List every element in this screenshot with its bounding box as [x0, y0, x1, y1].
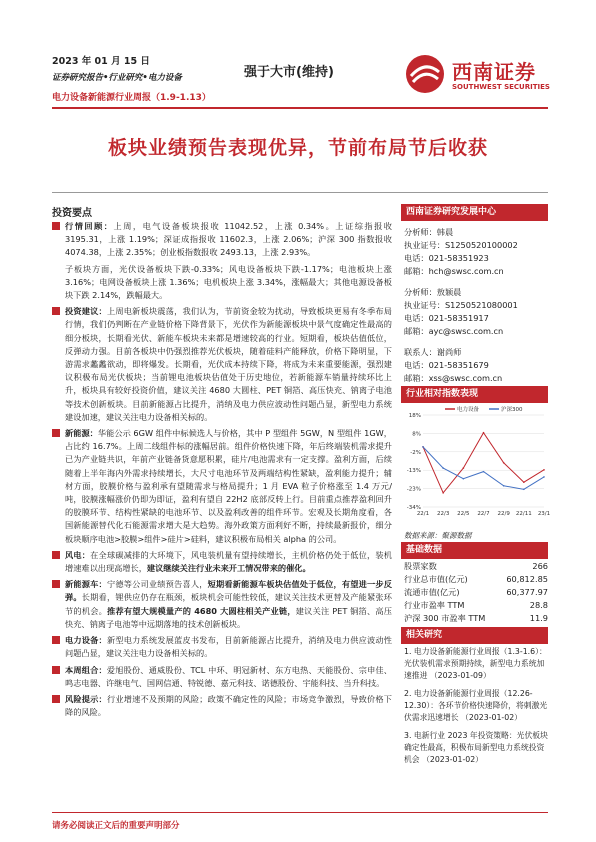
- legend-label: 沪深300: [501, 407, 523, 413]
- performance-heading: 行业相对指数表现: [401, 386, 548, 403]
- x-tick-label: 22/7: [477, 511, 490, 517]
- basic-label: 流通市值(亿元): [404, 587, 460, 597]
- research-center-heading: 西南证券研究发展中心: [401, 204, 548, 221]
- basic-value: 60,812.85: [506, 574, 548, 584]
- data-point: [523, 489, 525, 491]
- basic-row: [404, 612, 548, 625]
- data-point: [503, 485, 505, 487]
- data-point: [503, 462, 505, 464]
- market-review-text: 上周，电气设备板块报收 11042.52，上涨 0.34%。上证综指报收 3195.31，上涨 1.19%；深证成指报收 11602.3，上涨 2.06%；沪深 300 指数报收 4074.38，上涨 2.35%；创业板指数报收 2493.13，上涨 2.93%。: [65, 221, 392, 258]
- data-point: [442, 492, 444, 494]
- basic-row: [404, 586, 548, 599]
- analyst-1-phone: 电话：021-58351923: [404, 253, 489, 263]
- y-tick-label: -34%: [406, 505, 421, 511]
- market-review-label: 行情回顾：: [65, 221, 114, 231]
- series-line-2: [423, 447, 544, 489]
- risk-text: 行业增速不及预期的风险；政策不确定性的风险；市场竞争激烈，导致价格下降的风险。: [65, 693, 392, 718]
- data-point: [442, 467, 444, 469]
- report-type: 证券研究报告•行业研究•电力设备: [52, 73, 182, 83]
- logo-mark-icon: [405, 54, 445, 94]
- analyst-1-name: 分析师：韩晨: [404, 227, 454, 237]
- power-equipment: [52, 634, 392, 660]
- market-review: [52, 220, 392, 260]
- company-logo: [405, 52, 555, 102]
- basic-row: [404, 573, 548, 586]
- x-tick-label: 22/1: [416, 511, 430, 517]
- analyst-2-name: 分析师：敖颖晨: [404, 287, 462, 297]
- bullet-icon: [52, 307, 60, 315]
- contact-phone: 电话：021-58351679: [404, 360, 489, 370]
- risk-label: 风险提示：: [65, 693, 107, 704]
- contact-email[interactable]: 邮箱：xss@swsc.com.cn: [404, 373, 503, 383]
- data-point: [543, 469, 545, 471]
- basic-label: 行业总市值(亿元): [404, 574, 468, 584]
- data-point: [543, 476, 545, 478]
- power-label: 电力设备：: [65, 635, 107, 646]
- ev-text-2: 长期看，锂供应仍存在瓶颈，板块机会可能性较低，建议关注技术更替及产能紧张环节的机会。: [65, 592, 392, 616]
- bullet-icon: [52, 666, 60, 674]
- summary-body: [52, 220, 392, 722]
- bullet-icon: [52, 429, 60, 437]
- y-tick-label: 18%: [408, 413, 421, 419]
- investment-advice-label: 投资建议：: [65, 306, 107, 317]
- new-energy-text: 华能公示 6GW 组件中标候选人与价格，其中 P 型组件 5GW，N 型组件 1GW，占比约 16.7%。上周二线组件标的涨幅居前。组件价格快速下降，年后终端装机需求提升已为产业链共识，年前产业链备货意愿积累，硅片/电池需求有一定支撑。盈利方面，后续随着上半年海内外需求持续增长，大尺寸电池环节及两端结构性紧缺，盈利能力提升；辅材方面，胶膜价格与盈利承有望随需求与格局提升；1 月 EVA 粒子价格涨至 1.4 万元/吨，胶膜涨幅涨价仍即为即证，盈利有望自 22H2 底部反转上行。目前重点推荐盈利回升的胶膜环节、结构性紧缺的电池环节、以及盈利改善的组件环节。宏观及长期角度看，各国新能源替代化石能源需求增大是大趋势。海外政策方面利好不断，持续最新报价，细分板块顺序电池>胶膜>组件>硅片>硅料，建议积极布局相关 alpha 的公司。: [65, 428, 392, 544]
- related-item[interactable]: 3. 电新行业 2023 年投资策略：光伏板块确定性最高，积极布局新型电力系统投资机会 （2023-01-02）: [404, 731, 548, 764]
- bullet-icon: [52, 551, 60, 559]
- data-point: [463, 478, 465, 480]
- ev-highlight-2: 推荐有望大规模量产的 4680 大圆柱相关产业链，: [107, 605, 296, 616]
- ev-text-3: 建议关注 PET 铜箔、高压快充、钠离子电池等中远期落地的技术创新板块。: [65, 605, 392, 629]
- header-divider: [52, 107, 548, 109]
- basic-data-heading: 基础数据: [401, 542, 548, 559]
- basic-label: 行业市盈率 TTM: [404, 600, 465, 610]
- weekly-portfolio: [52, 664, 392, 690]
- relative-performance-chart: [401, 405, 551, 523]
- sub-sector-text: 子板块方面，光伏设备板块下跌-0.33%；风电设备板块下跌-1.17%；电池板块上涨 3.16%；电网设备板块上涨 1.36%；电机板块上涨 3.34%，涨幅最大；其他电源设备板块下跌 2.14%，跌幅最大。: [65, 263, 392, 301]
- basic-label: 股票家数: [404, 561, 437, 571]
- related-research-list: [404, 646, 548, 772]
- bullet-icon: [52, 222, 60, 230]
- analyst-1-email[interactable]: 邮箱：hch@swsc.com.cn: [404, 266, 504, 276]
- logo-chinese-name: 西南证券: [452, 60, 536, 84]
- data-point: [463, 467, 465, 469]
- investment-advice-text: 上周电新板块震荡，我们认为，节前资金较为扰动，导致板块更易有冬季布局行情，我们仍判断在产业链价格下降背景下，光伏作为新能源板块中景气度确定性最高的细分板块，长期看光伏、新能车板块未来都是增速较高的行业。短期看，板块估值低位，反弹动力强。目前各板块中仍强烈推荐光伏板块，随着硅料产能释放，价格下降明显，下游需求蠡蠡欲动，即将爆发。长期看，光伏成本持续下降，将成为未来重要能源，强烈建议积极布局光伏板块；当前锂电池板块估值处于历史地位，若新能源车销量持续环比上升，板块具有较好投资价值，建议关注 4680 大圆柱、PET 铜箔、高压快充、钠离子电池等技术创新板块。目前新能源占比提升，消纳及电力供应波动性问题凸显，新型电力系统建设加速，建议关注电力设备相关标的。: [65, 306, 392, 422]
- x-tick-label: 22/5: [457, 511, 470, 517]
- new-energy-vehicle: [52, 578, 392, 631]
- data-point: [483, 471, 485, 473]
- series-line-1: [423, 433, 544, 493]
- title-divider: [52, 192, 548, 193]
- analyst-2-phone: 电话：021-58351917: [404, 313, 489, 323]
- analyst-2-email[interactable]: 邮箱：ayc@swsc.com.cn: [404, 326, 504, 336]
- wind-power: [52, 549, 392, 575]
- basic-value: 11.9: [529, 613, 548, 623]
- industry-rating: 强于大市(维持): [244, 65, 334, 80]
- analyst-2-cert: 执业证号：S1250521080001: [404, 300, 518, 310]
- logo-english-name: SOUTHWEST SECURITIES: [452, 83, 550, 91]
- report-date: 2023 年 01 月 15 日: [52, 56, 150, 67]
- wind-highlight: 建议继续关注行业未来开工情况带来的催化。: [146, 563, 311, 574]
- y-tick-label: 8%: [412, 431, 421, 438]
- bullet-icon: [52, 580, 60, 588]
- summary-heading: 投资要点: [52, 208, 92, 219]
- x-tick-label: 22/11: [515, 511, 532, 517]
- analyst-2: [404, 286, 548, 338]
- ev-label: 新能源车：: [65, 579, 107, 590]
- basic-data-table: [404, 560, 548, 625]
- power-text: 新型电力系统发展蓝皮书发布，目前新能源占比提升，消纳及电力供应波动性问题凸显，建议关注电力设备相关标的。: [65, 635, 392, 659]
- bullet-icon: [52, 636, 60, 644]
- x-tick-label: 22/3: [436, 511, 450, 517]
- footer-divider: [52, 812, 548, 813]
- basic-value: 60,377.97: [506, 587, 548, 597]
- wind-label: 风电：: [65, 549, 91, 560]
- data-point: [483, 432, 485, 434]
- basic-row: [404, 599, 548, 612]
- portfolio-text: 爱旭股份、通威股份、TCL 中环、明冠新材、东方电热、天能股份、宗申佳、鸣志电器、许继电气、国网信通、特锐德、嘉元科技、诺德股份、宇能科技、当升科技。: [65, 664, 392, 688]
- x-tick-label: 23/1: [537, 511, 551, 517]
- ev-highlight: 短期看新能源车板块估值处于低位，有望进一步反弹。: [65, 579, 392, 603]
- legend-label: 电力设备: [457, 407, 480, 413]
- ev-text: 宁德等公司业绩预告喜人，: [106, 579, 208, 590]
- weekly-report-title: 电力设备新能源行业周报（1.9-1.13）: [52, 93, 211, 103]
- related-item[interactable]: 2. 电力设备新能源行业周报（12.26-12.30）：各环节价格快速降价，将刺激光伏需求迅速增长 （2023-01-02）: [404, 689, 548, 722]
- x-tick-label: 22/9: [497, 511, 510, 517]
- analyst-info: [404, 226, 548, 385]
- data-point: [523, 481, 525, 483]
- report-title: 板块业绩预告表现优异，节前布局节后收获: [107, 137, 488, 159]
- sub-sector-review: [52, 263, 392, 303]
- y-tick-label: -13%: [406, 468, 421, 475]
- new-energy: [52, 427, 392, 546]
- basic-label: 沪深 300 市盈率 TTM: [404, 613, 486, 623]
- chart-source: 数据来源：聚源数据: [404, 531, 472, 540]
- y-tick-label: -23%: [406, 486, 421, 493]
- contact-person: [404, 346, 548, 385]
- analyst-1-cert: 执业证号：S1250520100002: [404, 240, 518, 250]
- basic-value: 28.8: [529, 600, 548, 610]
- risk-warning: [52, 693, 392, 719]
- wind-text: 在全球碳减排的大环境下，风电装机量有望持续增长，主机价格仍处于低位，装机增速难以出现高增长，: [65, 549, 392, 574]
- bullet-icon: [52, 695, 60, 703]
- new-energy-label: 新能源：: [65, 428, 98, 439]
- footer-disclaimer: 请务必阅读正文后的重要声明部分: [52, 821, 180, 831]
- y-tick-label: -2%: [410, 449, 421, 456]
- analyst-1: [404, 226, 548, 278]
- portfolio-label: 本周组合：: [65, 664, 107, 675]
- investment-advice: [52, 305, 392, 424]
- basic-value: 266: [532, 561, 548, 571]
- contact-name: 联系人：谢尚师: [404, 347, 462, 357]
- basic-row: [404, 560, 548, 573]
- data-point: [422, 446, 424, 448]
- related-item[interactable]: 1. 电力设备新能源行业周报（1.3-1.6）：光伏装机需求预期持续，新型电力系统加速推进 （2023-01-09）: [404, 647, 547, 680]
- related-research-heading: 相关研究: [401, 627, 548, 644]
